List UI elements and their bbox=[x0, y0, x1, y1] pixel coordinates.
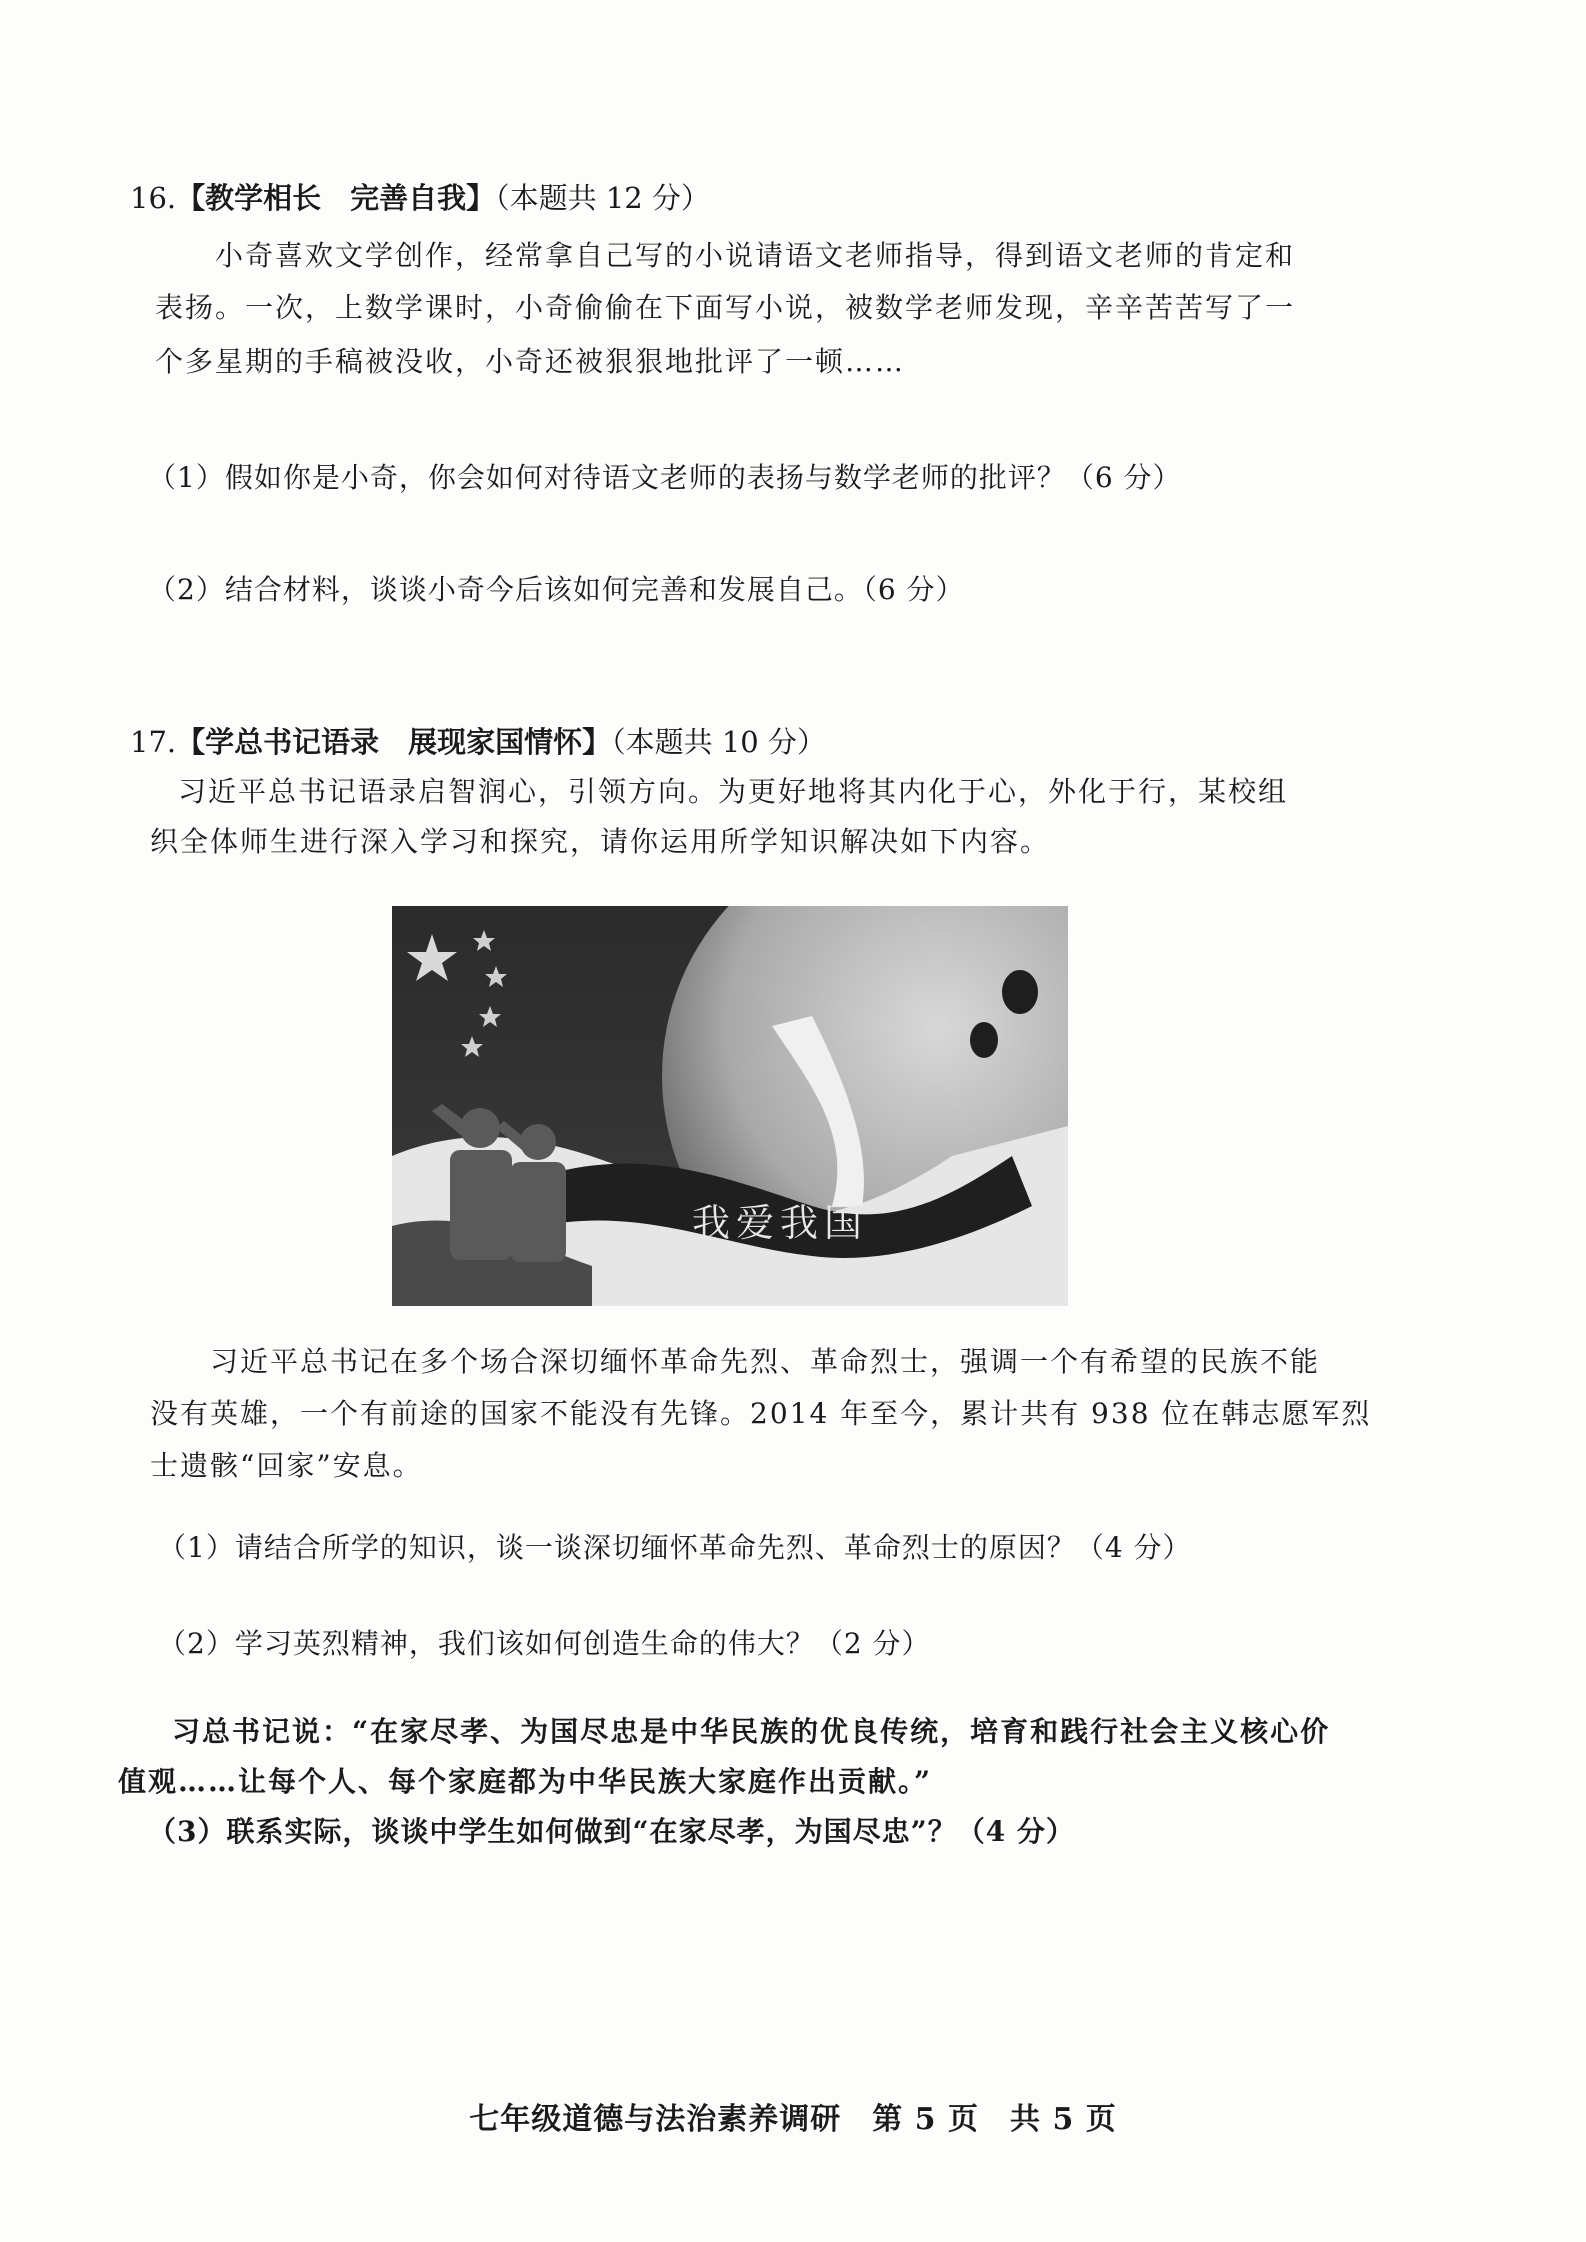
q17-quote-line-2: 值观……让每个人、每个家庭都为中华民族大家庭作出贡献。” bbox=[118, 1765, 933, 1798]
q16-para-line-2: 表扬。一次，上数学课时，小奇偷偷在下面写小说，被数学老师发现，辛辛苦苦写了一 bbox=[155, 291, 1296, 324]
q16-heading bbox=[130, 178, 710, 218]
poster-slogan: 我爱我国 bbox=[692, 1201, 869, 1245]
poster-figures bbox=[432, 1104, 566, 1262]
q17-material-line-3: 士遗骸“回家”安息。 bbox=[150, 1449, 423, 1482]
q16-sub-question-2: （2）结合材料，谈谈小奇今后该如何完善和发展自己。（6 分） bbox=[148, 573, 965, 606]
q17-intro-line-1: 习近平总书记语录启智润心，引领方向。为更好地将其内化于心，外化于行，某校组 bbox=[178, 775, 1289, 808]
q16-sub-question-1: （1）假如你是小奇，你会如何对待语文老师的表扬与数学老师的批评？（6 分） bbox=[148, 461, 1182, 494]
q17-score: （本题共 10 分） bbox=[611, 725, 826, 759]
q17-intro-line-2: 织全体师生进行深入学习和探究，请你运用所学知识解决如下内容。 bbox=[150, 825, 1051, 858]
q16-para-line-3: 个多星期的手稿被没收，小奇还被狠狠地批评了一顿…… bbox=[155, 345, 906, 378]
q17-sub-question-1: （1）请结合所学的知识，谈一谈深切缅怀革命先烈、革命烈士的原因？（4 分） bbox=[158, 1531, 1192, 1564]
q16-score: （本题共 12 分） bbox=[495, 181, 710, 215]
q17-heading bbox=[130, 722, 826, 762]
q17-sub-question-2: （2）学习英烈精神，我们该如何创造生命的伟大？（2 分） bbox=[158, 1627, 931, 1660]
poster-illustration bbox=[392, 906, 1068, 1306]
q16-number: 16. bbox=[130, 181, 177, 215]
poster-balloon-2 bbox=[970, 1022, 998, 1058]
q16-para-line-1: 小奇喜欢文学创作，经常拿自己写的小说请语文老师指导，得到语文老师的肯定和 bbox=[215, 239, 1296, 272]
q16-title: 【教学相长 完善自我】 bbox=[176, 181, 496, 215]
q17-title: 【学总书记语录 展现家国情怀】 bbox=[176, 725, 612, 759]
poster-balloon-1 bbox=[1002, 970, 1038, 1014]
q17-material-line-2: 没有英雄，一个有前途的国家不能没有先锋。2014 年至今，累计共有 938 位在韩志愿军烈 bbox=[150, 1397, 1372, 1430]
page-footer: 七年级道德与法治素养调研 第 5 页 共 5 页 bbox=[469, 2102, 1117, 2137]
q17-material-line-1: 习近平总书记在多个场合深切缅怀革命先烈、革命烈士，强调一个有希望的民族不能 bbox=[210, 1345, 1321, 1378]
q17-quote-line-1: 习总书记说：“在家尽孝、为国尽忠是中华民族的优良传统，培育和践行社会主义核心价 bbox=[172, 1715, 1331, 1748]
q17-sub-question-3: （3）联系实际，谈谈中学生如何做到“在家尽孝，为国尽忠”？（4 分） bbox=[148, 1815, 1075, 1848]
poster-image bbox=[392, 906, 1068, 1306]
q17-number: 17. bbox=[130, 725, 177, 759]
